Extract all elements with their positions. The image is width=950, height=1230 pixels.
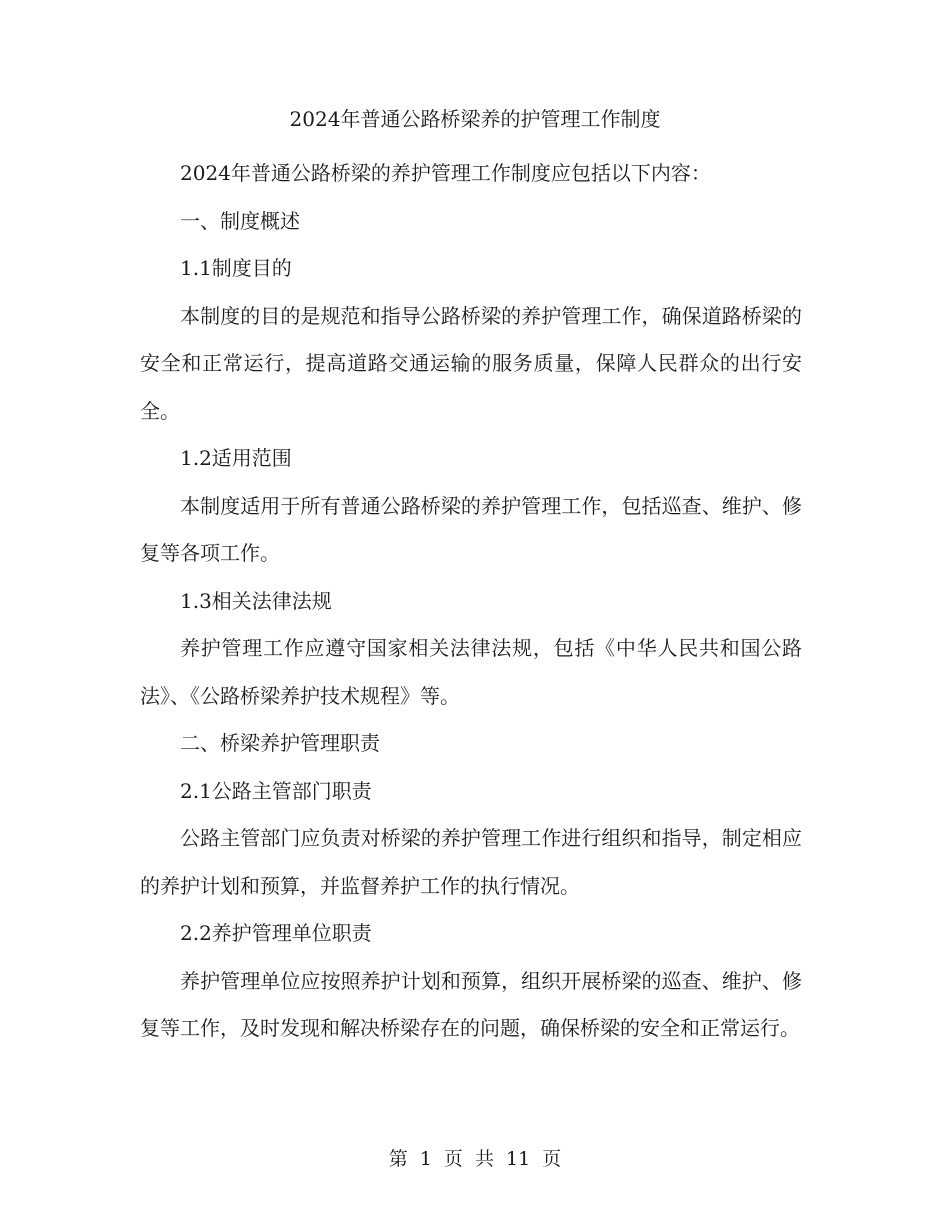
document-title: 2024年普通公路桥梁养的护管理工作制度 [289, 107, 661, 131]
section-heading-overview: 一、制度概述 [180, 208, 300, 233]
subsection-heading-laws: 1.3相关法律法规 [180, 588, 332, 613]
paragraph-authority-duties: 公路主管部门应负责对桥梁的养护管理工作进行组织和指导，制定相应的养护计划和预算，并监督养护工作的执行情况。 [140, 826, 802, 898]
subsection-heading-scope: 1.2适用范围 [180, 446, 292, 470]
subsection-heading-authority-duties: 2.1公路主管部门职责 [180, 778, 372, 803]
subsection-heading-unit-duties: 2.2养护管理单位职责 [180, 921, 372, 945]
paragraph-intro: 2024年普通公路桥梁的养护管理工作制度应包括以下内容： [180, 161, 711, 185]
paragraph-unit-duties: 养护管理单位应按照养护计划和预算，组织开展桥梁的巡查、维护、修复等工作，及时发现和解决桥梁存在的问题，确保桥梁的安全和正常运行。 [140, 968, 802, 1040]
paragraph-purpose: 本制度的目的是规范和指导公路桥梁的养护管理工作，确保道路桥梁的安全和正常运行，提高道路交通运输的服务质量，保障人民群众的出行安全。 [140, 303, 802, 423]
page-number-footer: 第 1 页 共 11 页 [388, 1148, 562, 1170]
paragraph-scope: 本制度适用于所有普通公路桥梁的养护管理工作，包括巡查、维护、修复等各项工作。 [140, 493, 802, 565]
subsection-heading-purpose: 1.1制度目的 [180, 256, 292, 280]
document-body [140, 150, 802, 1053]
section-heading-duties: 二、桥梁养护管理职责 [180, 731, 380, 755]
paragraph-laws: 养护管理工作应遵守国家相关法律法规，包括《中华人民共和国公路法》、《公路桥梁养护技术规程》等。 [140, 636, 802, 708]
